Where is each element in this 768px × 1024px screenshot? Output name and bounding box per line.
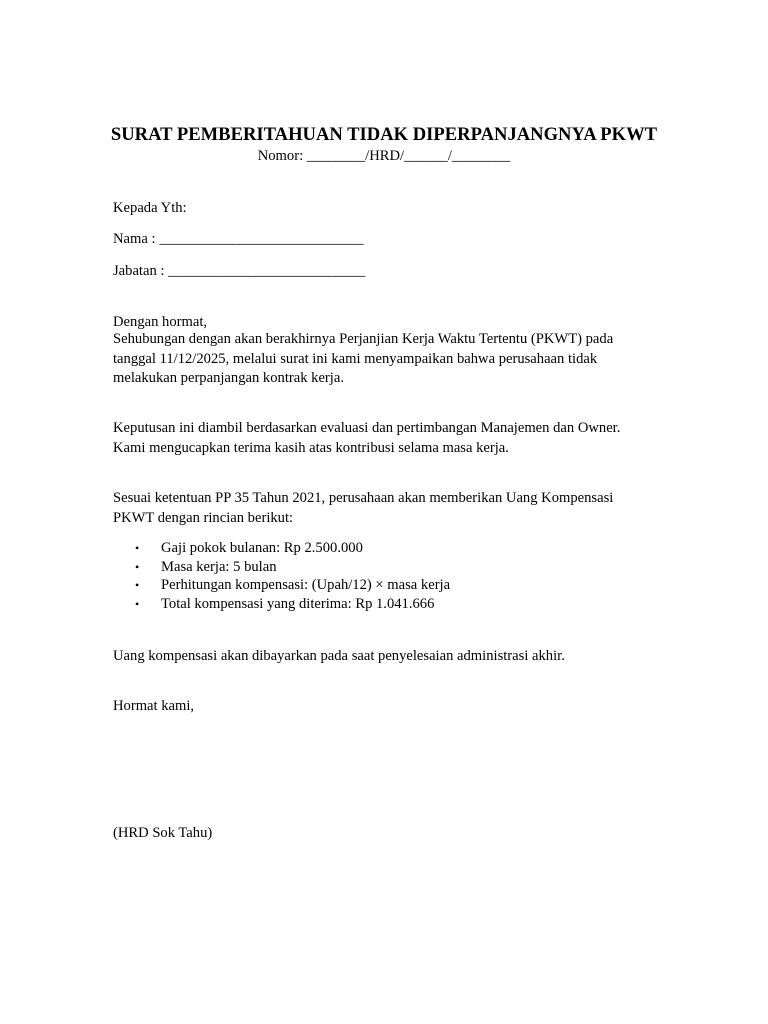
closing: Hormat kami,: [113, 698, 195, 714]
list-item: [113, 595, 450, 614]
compensation-list: [113, 539, 450, 613]
list-item-text: Total kompensasi yang diterima: Rp 1.041.666: [161, 595, 435, 612]
recipient-position-field: Jabatan : ___________________________: [113, 263, 366, 279]
list-item: [113, 539, 450, 558]
recipient-name-field: Nama : ____________________________: [113, 231, 364, 247]
bullet-icon: •: [135, 578, 140, 593]
list-item-text: Perhitungan kompensasi: (Upah/12) × masa kerja: [161, 577, 451, 594]
list-item-text: Gaji pokok bulanan: Rp 2.500.000: [161, 540, 363, 556]
greeting: Dengan hormat,: [113, 314, 208, 330]
letter-number: Nomor: ________/HRD/______/________: [257, 148, 511, 164]
bullet-icon: •: [135, 559, 140, 574]
paragraph-compensation-intro: Sesuai ketentuan PP 35 Tahun 2021, perusahaan akan memberikan Uang Kompensasi PKWT dengan rincian berikut:: [113, 490, 614, 526]
bullet-icon: •: [135, 596, 140, 611]
paragraph-payment: Uang kompensasi akan dibayarkan pada saat penyelesaian administrasi akhir.: [113, 648, 565, 664]
list-item: [113, 558, 450, 577]
letter-title: SURAT PEMBERITAHUAN TIDAK DIPERPANJANGNYA PKWT: [110, 124, 658, 145]
list-item-text: Masa kerja: 5 bulan: [161, 558, 277, 575]
paragraph-decision: Keputusan ini diambil berdasarkan evaluasi dan pertimbangan Manajemen dan Owner. Kami mengucapkan terima kasih atas kontribusi selama masa kerja.: [113, 420, 621, 456]
paragraph-contract-end: Sehubungan dengan akan berakhirnya Perjanjian Kerja Waktu Tertentu (PKWT) pada tanggal 11/12/2025, melalui surat ini kami menyampaikan bahwa perusahaan tidak melakukan perpanjangan kontrak kerja.: [113, 331, 614, 386]
list-item: [113, 576, 450, 595]
recipient-heading: Kepada Yth:: [113, 200, 187, 216]
bullet-icon: •: [135, 541, 140, 555]
signature: (HRD Sok Tahu): [113, 825, 213, 841]
